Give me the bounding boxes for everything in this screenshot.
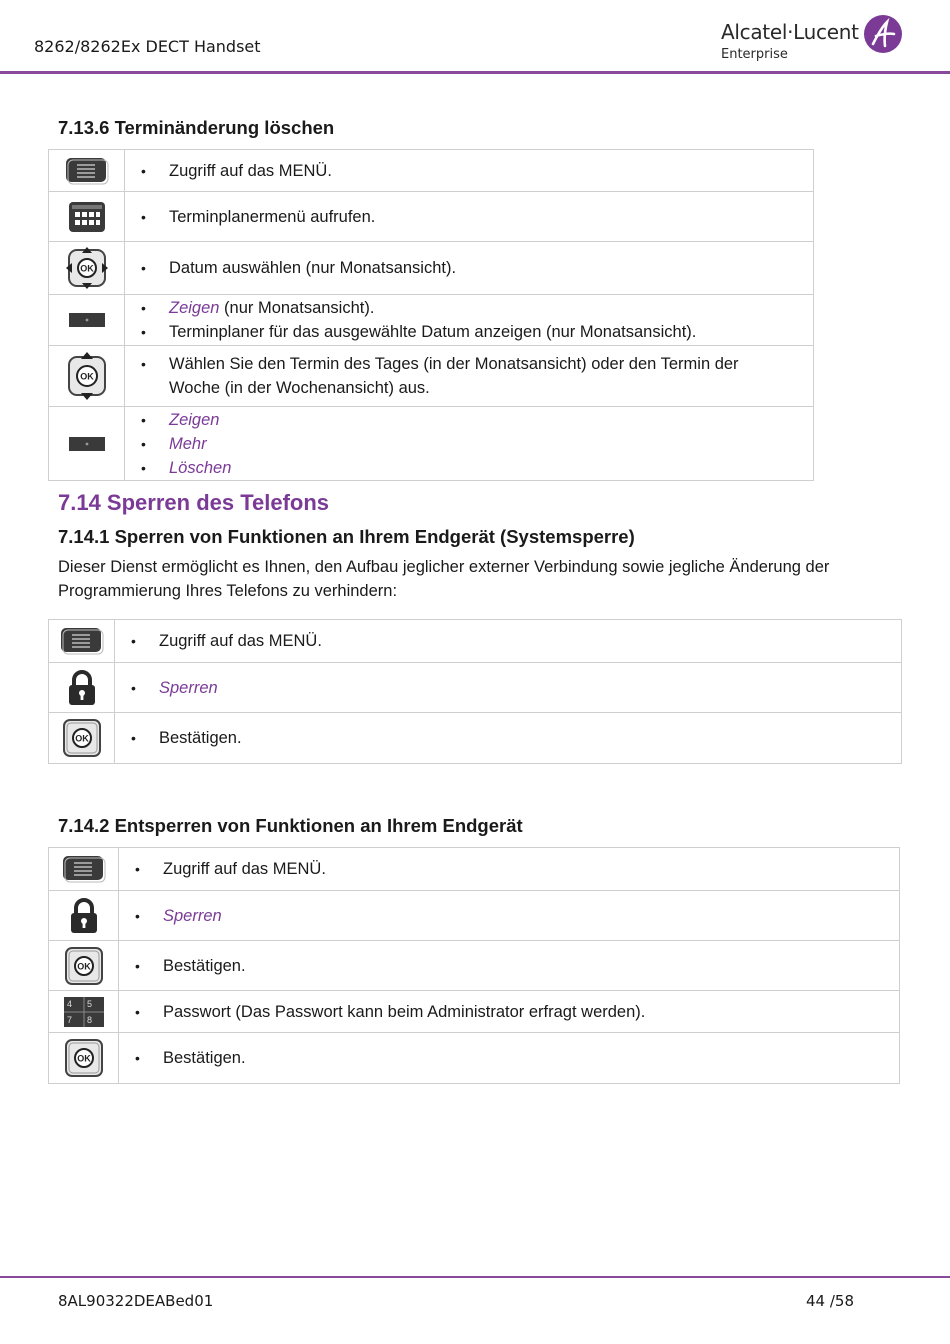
svg-text:5: 5 (86, 998, 92, 1009)
list-item (119, 857, 899, 881)
icon-cell (49, 192, 125, 242)
text-cell (119, 991, 900, 1033)
table-row (49, 346, 814, 407)
svg-text:OK: OK (76, 1053, 91, 1064)
ok-key-icon (49, 718, 114, 758)
svg-text:OK: OK (79, 263, 94, 274)
table-row (49, 192, 814, 242)
ok-key-icon (49, 1038, 118, 1078)
ok-key-icon (64, 946, 104, 986)
section-heading-7-14: 7.14 Sperren des Telefons (58, 490, 330, 515)
list-item (119, 1046, 899, 1070)
icon-cell (49, 407, 125, 481)
step-text: (nur Monatsansicht). (219, 299, 375, 317)
brand-name: Alcatel·Lucent (721, 20, 859, 44)
calendar-grid-icon (49, 201, 124, 233)
navigator-updown-icon (66, 351, 108, 401)
step-text: Wählen Sie den Termin des Tages (in der Monatsansicht) oder den Termin der Woche (in der Wochenansicht) aus. (169, 355, 739, 397)
list-item (125, 296, 813, 320)
table-row (49, 407, 814, 481)
icon-cell (49, 891, 119, 941)
list-item (125, 352, 813, 400)
softkey-link-loeschen[interactable]: Löschen (169, 458, 232, 477)
table-row (49, 620, 902, 663)
padlock-icon (69, 897, 99, 935)
padlock-icon (67, 669, 97, 707)
menu-key-icon (62, 855, 106, 883)
table-row (49, 242, 814, 295)
svg-text:4: 4 (66, 998, 72, 1009)
ok-key-icon (49, 946, 118, 986)
padlock-icon (49, 669, 114, 707)
section-heading-7-14-1: 7.14.1 Sperren von Funktionen an Ihrem Endgerät (Systemsperre) (58, 526, 635, 547)
keypad-icon (49, 996, 118, 1028)
step-text: Bestätigen. (163, 1049, 246, 1067)
ok-key-icon (64, 1038, 104, 1078)
svg-text:OK: OK (79, 371, 94, 382)
softkey-link-zeigen[interactable]: Zeigen (169, 410, 220, 429)
table-row (49, 891, 900, 941)
calendar-grid-icon (68, 201, 106, 233)
step-text: Datum auswählen (nur Monatsansicht). (169, 259, 457, 277)
alcatel-lucent-logo-icon (863, 14, 903, 54)
icon-cell (49, 941, 119, 991)
list-item (119, 954, 899, 978)
intro-paragraph: Dieser Dienst ermöglicht es Ihnen, den Aufbau jeglicher externer Verbindung sowie jegliche Änderung der Programmierung Ihres Telefons zu verhindern: (58, 558, 830, 600)
text-cell (119, 1033, 900, 1084)
list-item (115, 726, 901, 750)
text-cell (119, 941, 900, 991)
list-item (125, 456, 813, 480)
list-item (125, 432, 813, 456)
table-row (49, 663, 902, 713)
softkey-icon (49, 435, 124, 453)
list-item (125, 256, 813, 280)
list-item (119, 1000, 899, 1024)
menu-key-icon (65, 157, 109, 185)
text-cell (125, 407, 814, 481)
svg-text:8: 8 (86, 1014, 92, 1025)
list-item (125, 205, 813, 229)
softkey-icon (49, 311, 124, 329)
section-heading-7-14-2: 7.14.2 Entsperren von Funktionen an Ihrem Endgerät (58, 815, 523, 836)
step-text: Zugriff auf das MENÜ. (169, 161, 332, 180)
text-cell (125, 346, 814, 407)
list-item (115, 629, 901, 653)
page-header (0, 0, 950, 76)
step-text: Zugriff auf das MENÜ. (159, 632, 322, 650)
softkey-link-sperren[interactable]: Sperren (159, 678, 218, 697)
text-cell (115, 620, 902, 663)
document-reference: 8AL90322DEABed01 (58, 1292, 214, 1310)
menu-key-icon (49, 157, 124, 185)
step-text: Zugriff auf das MENÜ. (163, 860, 326, 878)
step-text: Terminplanermenü aufrufen. (169, 207, 376, 226)
softkey-link-zeigen[interactable]: Zeigen (169, 299, 220, 317)
text-cell (115, 713, 902, 764)
icon-cell (49, 242, 125, 295)
padlock-icon (49, 897, 118, 935)
table-row (49, 150, 814, 192)
text-cell (125, 242, 814, 295)
section-heading-7-13-6: 7.13.6 Terminänderung löschen (58, 117, 335, 138)
svg-text:7: 7 (66, 1014, 72, 1025)
icon-cell (49, 663, 115, 713)
steps-table-7-13-6 (48, 149, 814, 481)
step-text: Passwort (Das Passwort kann beim Administrator erfragt werden). (163, 1002, 646, 1021)
softkey-link-sperren[interactable]: Sperren (163, 906, 222, 925)
ok-key-icon (62, 718, 102, 758)
menu-key-icon (49, 855, 118, 883)
step-text: Terminplaner für das ausgewählte Datum anzeigen (nur Monatsansicht). (169, 323, 697, 341)
text-cell (119, 848, 900, 891)
header-rule (0, 71, 950, 74)
text-cell (125, 150, 814, 192)
icon-cell (49, 1033, 119, 1084)
svg-text:OK: OK (74, 733, 89, 744)
table-row (49, 295, 814, 346)
text-cell (115, 663, 902, 713)
step-text: Bestätigen. (163, 956, 246, 975)
table-row (49, 713, 902, 764)
icon-cell (49, 620, 115, 663)
table-row (49, 1033, 900, 1084)
list-item (125, 320, 813, 344)
steps-table-7-14-1 (48, 619, 902, 764)
icon-cell (49, 713, 115, 764)
icon-cell (49, 150, 125, 192)
footer-rule (0, 1276, 950, 1278)
steps-table-7-14-2 (48, 847, 900, 1084)
text-cell (125, 295, 814, 346)
menu-key-icon (49, 627, 114, 655)
table-row (49, 941, 900, 991)
page-number: 44 /58 (806, 1292, 854, 1310)
softkey-link-mehr[interactable]: Mehr (169, 434, 207, 453)
keypad-icon (63, 996, 105, 1028)
list-item (119, 904, 899, 928)
table-row (49, 848, 900, 891)
svg-text:OK: OK (76, 961, 91, 971)
navigator-4way-icon (65, 246, 109, 290)
document-title: 8262/8262Ex DECT Handset (34, 37, 261, 56)
navigator-updown-icon (49, 351, 124, 401)
navigator-4way-icon (49, 246, 124, 290)
icon-cell (49, 295, 125, 346)
step-text: Bestätigen. (159, 729, 242, 747)
text-cell (119, 891, 900, 941)
list-item (125, 408, 813, 432)
list-item (115, 676, 901, 700)
icon-cell (49, 346, 125, 407)
softkey-icon (68, 435, 106, 453)
brand-subtitle: Enterprise (721, 47, 788, 62)
icon-cell (49, 848, 119, 891)
menu-key-icon (60, 627, 104, 655)
softkey-icon (68, 311, 106, 329)
list-item (125, 159, 813, 183)
icon-cell (49, 991, 119, 1033)
table-row (49, 991, 900, 1033)
text-cell (125, 192, 814, 242)
